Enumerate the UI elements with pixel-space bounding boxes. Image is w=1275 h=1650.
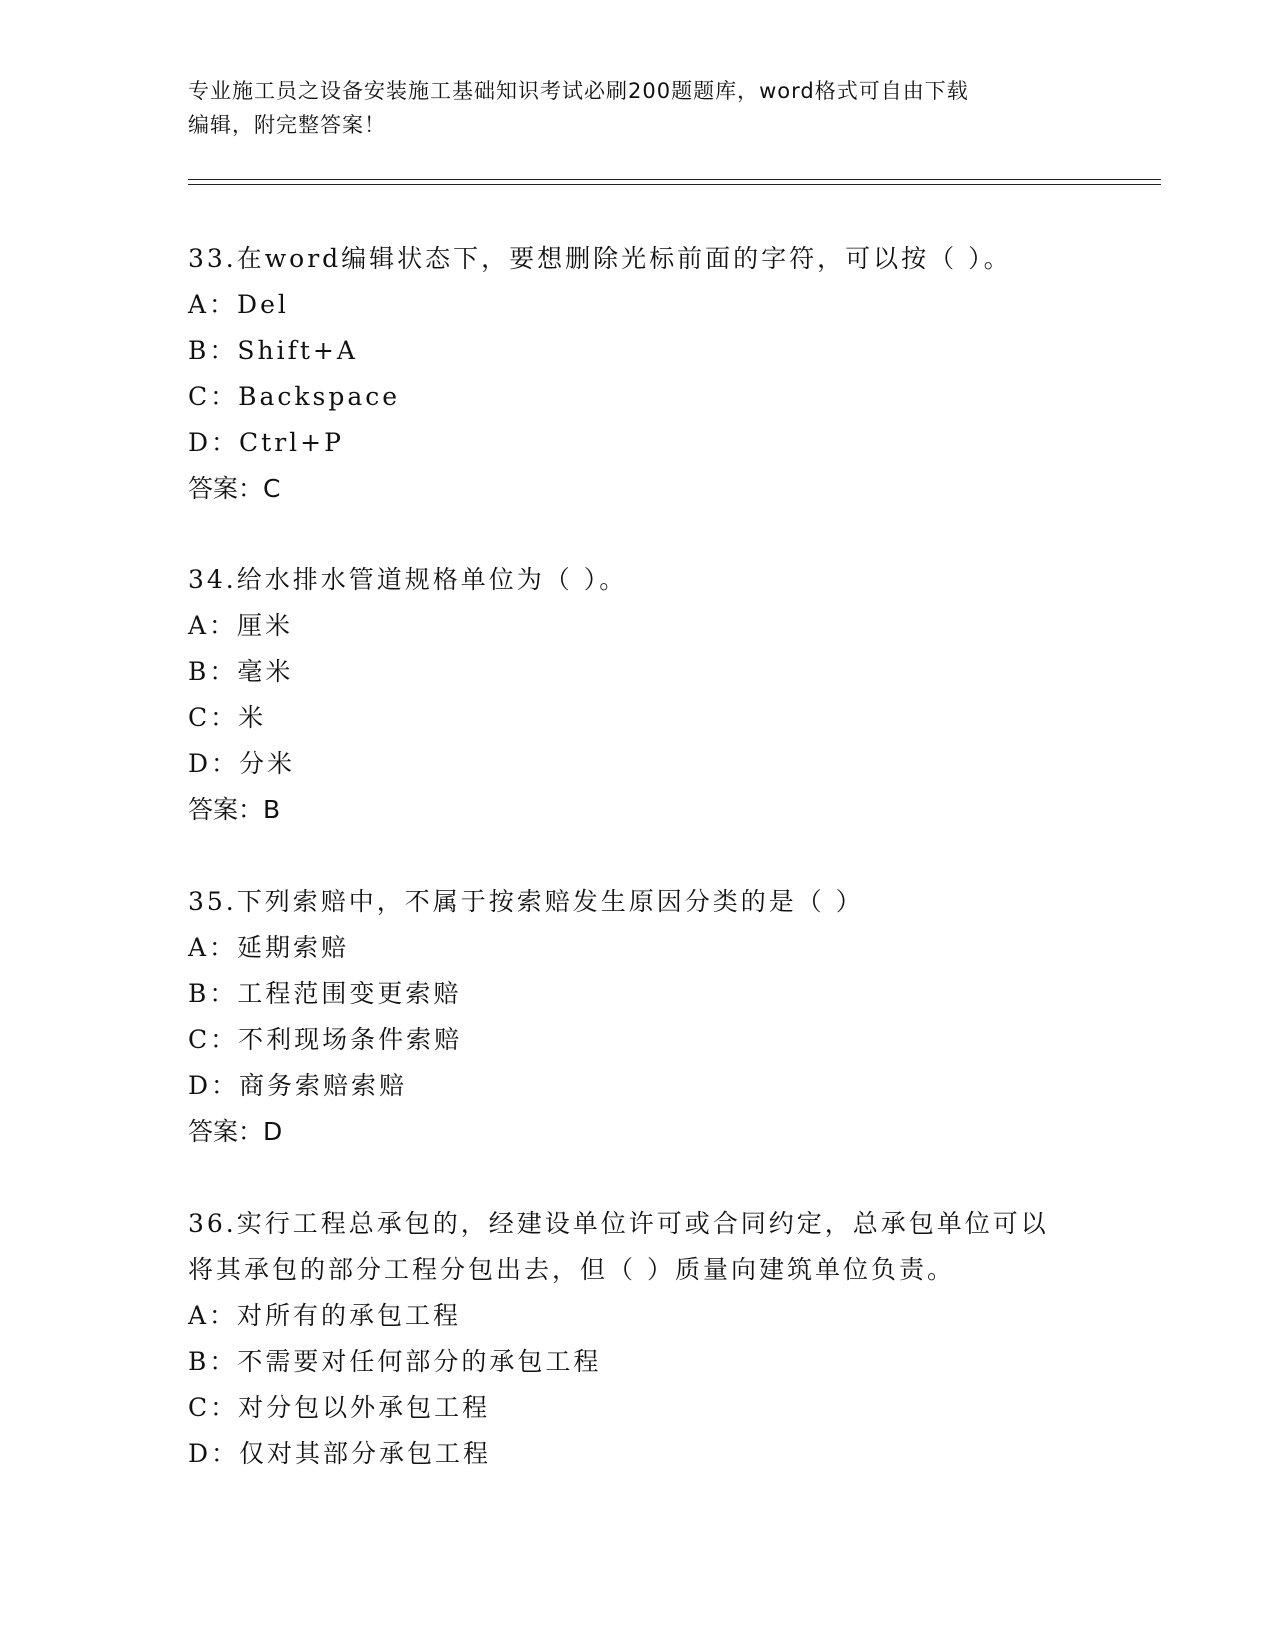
option-d: D：Ctrl+P	[188, 428, 344, 457]
option-b: B：毫米	[188, 657, 294, 686]
question-36	[188, 1201, 1088, 1477]
question-35	[188, 879, 1088, 1155]
option-d: D：商务索赔索赔	[188, 1071, 408, 1100]
answer-line: 答案：C	[188, 474, 281, 503]
option-d: D：仅对其部分承包工程	[188, 1439, 492, 1468]
option-b: B：工程范围变更索赔	[188, 979, 462, 1008]
option-b: B：不需要对任何部分的承包工程	[188, 1347, 602, 1376]
option-a: A：厘米	[188, 611, 294, 640]
header-divider-bottom	[188, 184, 1161, 185]
option-a: A：对所有的承包工程	[188, 1301, 462, 1330]
question-stem: 35.下列索赔中，不属于按索赔发生原因分类的是（ ）	[188, 887, 864, 916]
header-line-1: 专业施工员之设备安装施工基础知识考试必刷200题题库，word格式可自由下载	[188, 79, 969, 103]
answer-line: 答案：B	[188, 795, 281, 824]
option-c: C：Backspace	[188, 382, 401, 411]
option-c: C：不利现场条件索赔	[188, 1025, 463, 1054]
option-a: A：延期索赔	[188, 933, 350, 962]
option-c: C：对分包以外承包工程	[188, 1393, 491, 1422]
question-stem-line-2: 将其承包的部分工程分包出去，但（ ）质量向建筑单位负责。	[188, 1255, 955, 1284]
document-header	[188, 74, 1068, 142]
option-b: B：Shift+A	[188, 336, 358, 365]
option-d: D：分米	[188, 749, 296, 778]
answer-line: 答案：D	[188, 1117, 283, 1146]
question-stem: 34.给水排水管道规格单位为（ ）。	[188, 565, 628, 594]
question-34	[188, 557, 1088, 833]
header-line-2: 编辑，附完整答案！	[188, 113, 386, 137]
question-stem: 33.在word编辑状态下，要想删除光标前面的字符，可以按（ ）。	[188, 244, 1012, 273]
option-c: C：米	[188, 703, 267, 732]
option-a: A：Del	[188, 290, 289, 319]
question-stem-line-1: 36.实行工程总承包的，经建设单位许可或合同约定，总承包单位可以	[188, 1209, 1049, 1238]
header-divider-top	[188, 179, 1161, 180]
question-33	[188, 236, 1088, 512]
